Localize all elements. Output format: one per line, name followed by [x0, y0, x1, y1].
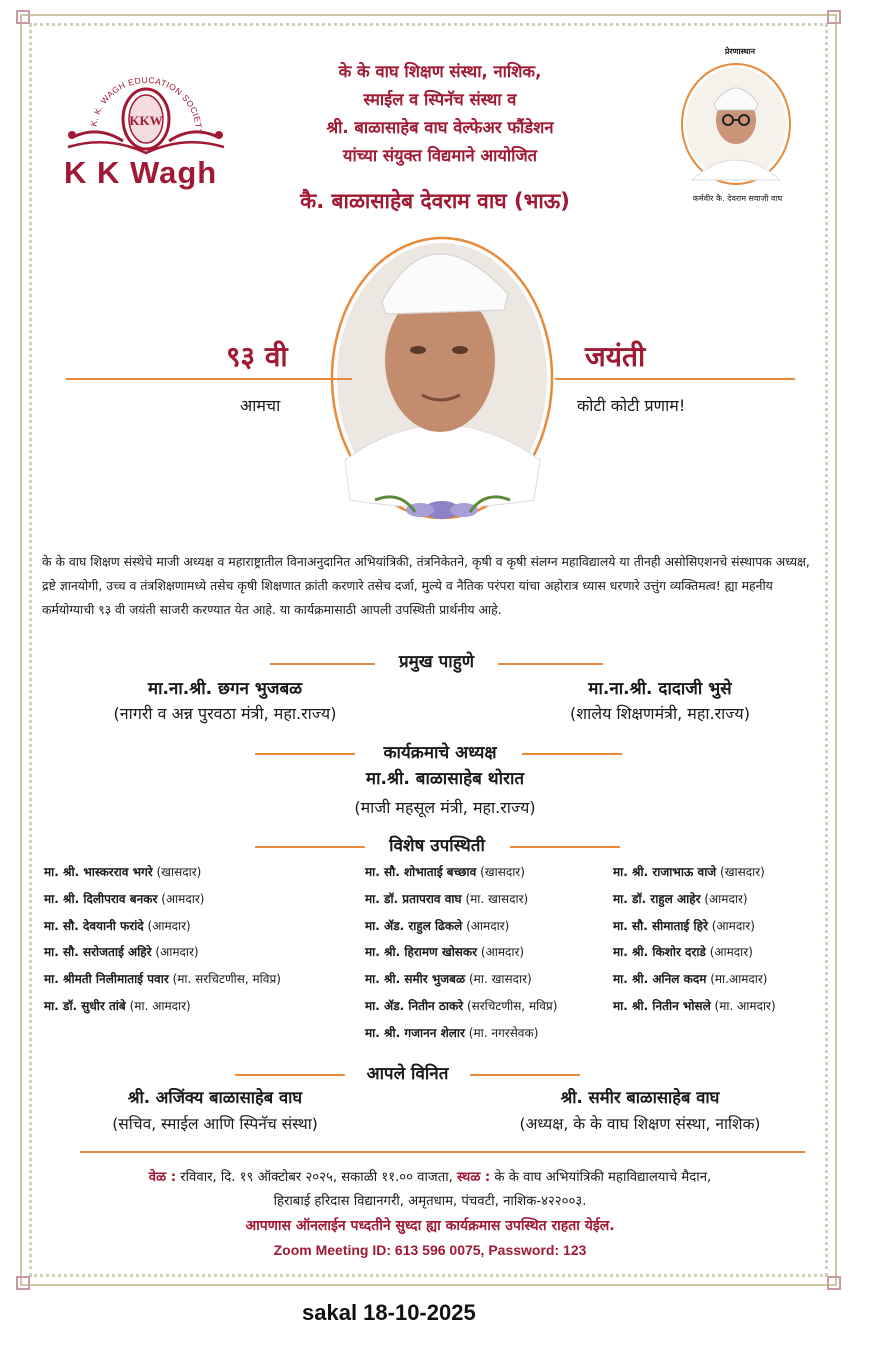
right-divider	[555, 378, 795, 380]
chief-guest-2	[505, 676, 815, 724]
corner-ornament	[16, 10, 30, 24]
guest-name: मा.ना.श्री. छगन भुजबळ	[147, 679, 303, 699]
special-guest: मा. श्री. किशोर दराडे (आमदार)	[613, 945, 753, 960]
section-divider	[498, 663, 603, 665]
kk-wagh-logo	[58, 55, 233, 200]
special-guest: मा. डॉ. राहुल आहेर (आमदार)	[613, 891, 748, 906]
address-line: हिराबाई हरिदास विद्यानगरी, अमृतधाम, पंचवटी, नाशिक-४२२००३.	[273, 1194, 587, 1209]
logo-monogram: KKW	[129, 113, 163, 128]
section-divider	[255, 753, 355, 755]
organizer-line: श्री. बाळासाहेब वाघ वेल्फेअर फौंडेशन	[326, 118, 554, 137]
special-guest: मा. श्री. अनिल कदम (मा.आमदार)	[613, 972, 768, 987]
event-details	[40, 1166, 820, 1262]
special-guest: मा. श्री. नितीन भोसले (मा. आमदार)	[613, 998, 776, 1013]
logo-emblem	[58, 55, 233, 165]
anniversary-sub-right: कोटी कोटी प्रणाम!	[577, 396, 686, 415]
special-heading: विशेष उपस्थिती	[389, 836, 485, 856]
logo-arc-text: K. K. WAGH EDUCATION SOCIETY	[88, 74, 205, 136]
inspiration-caption: कर्मवीर कै. देवराम सवाजी वाघ	[692, 194, 783, 203]
place-label: स्थळ :	[457, 1170, 491, 1185]
chief-guests-heading: प्रमुख पाहुणे	[398, 652, 475, 672]
online-note: आपणास ऑनलाईन पध्दतीने सुध्दा ह्या कार्यक्रमास उपस्थित राहता येईल.	[245, 1218, 615, 1234]
host-name: श्री. अजिंक्य बाळासाहेब वाघ	[127, 1088, 303, 1107]
zoom-details: Zoom Meeting ID: 613 596 0075, Password: 123	[273, 1242, 587, 1258]
special-guest: मा. श्री. राजाभाऊ वाजे (खासदार)	[613, 865, 765, 879]
special-guest: मा. डॉ. प्रतापराव वाघ (मा. खासदार)	[365, 891, 529, 906]
section-divider	[510, 846, 620, 848]
section-divider	[255, 846, 365, 848]
section-divider	[270, 663, 375, 665]
special-guest: मा. श्री. गजानन शेलार (मा. नगरसेवक)	[365, 1025, 539, 1040]
corner-ornament	[827, 10, 841, 24]
host-name: श्री. समीर बाळासाहेब वाघ	[560, 1088, 720, 1107]
time-place-line	[40, 1166, 820, 1190]
place-value: के के वाघ अभियांत्रिकी महाविद्यालयाचे मैदान,	[494, 1170, 712, 1185]
left-divider	[66, 378, 352, 380]
special-guest: मा. श्रीमती निलीमाताई पवार (मा. सरचिटणीस, मविप्र)	[44, 972, 281, 987]
section-divider	[235, 1074, 345, 1076]
inspiration-photo	[680, 62, 792, 187]
hosts-heading: आपले विनित	[366, 1064, 449, 1084]
host-role: (अध्यक्ष, के के वाघ शिक्षण संस्था, नाशिक)	[519, 1115, 761, 1133]
special-guest: मा. सौ. शोभाताई बच्छाव (खासदार)	[365, 865, 525, 879]
time-value: रविवार, दि. १९ ऑक्टोबर २०२५, सकाळी ११.०० वाजता,	[180, 1170, 453, 1185]
guest-role: (शालेय शिक्षणमंत्री, महा.राज्य)	[570, 704, 750, 723]
president-name: मा.श्री. बाळासाहेब थोरात	[365, 769, 525, 789]
source-caption: sakal 18-10-2025	[302, 1300, 476, 1325]
special-guest: मा. श्री. दिलीपराव बनकर (आमदार)	[44, 891, 205, 906]
section-divider	[522, 753, 622, 755]
host-2	[470, 1085, 810, 1134]
guest-name: मा.ना.श्री. दादाजी भुसे	[588, 679, 732, 699]
chief-guest-1	[70, 676, 380, 724]
organizer-line: स्माईल व स्पिनॅच संस्था व	[363, 90, 517, 109]
corner-ornament	[16, 1276, 30, 1290]
anniversary-word: जयंती	[585, 340, 646, 373]
guest-role: (नागरी व अन्न पुरवठा मंत्री, महा.राज्य)	[113, 704, 337, 723]
logo-wordmark: K K Wagh	[64, 155, 218, 190]
special-guest: मा. सौ. सरोजताई अहिरे (आमदार)	[44, 945, 199, 960]
president-heading: कार्यक्रमाचे अध्यक्ष	[383, 743, 497, 763]
organizer-line: यांच्या संयुक्त विद्यमाने आयोजित	[342, 146, 538, 165]
organizer-line: के के वाघ शिक्षण संस्था, नाशिक,	[338, 62, 542, 81]
honoree-name: कै. बाळासाहेब देवराम वाघ (भाऊ)	[300, 189, 570, 213]
host-1	[60, 1085, 370, 1134]
president-role: (माजी महसूल मंत्री, महा.राज्य)	[354, 798, 536, 817]
honoree-portrait	[320, 210, 565, 530]
special-column-2	[365, 859, 615, 1047]
host-role: (सचिव, स्माईल आणि स्पिनॅच संस्था)	[112, 1115, 318, 1133]
special-guest: मा. सौ. सीमाताई हिरे (आमदार)	[613, 918, 755, 933]
anniversary-sub-left: आमचा	[240, 396, 281, 415]
special-guest: मा. श्री. समीर भुजबळ (मा. खासदार)	[365, 972, 532, 987]
special-guest: मा. डॉ. सुधीर तांबे (मा. आमदार)	[44, 998, 191, 1013]
special-guest: मा. श्री. भास्करराव भगरे (खासदार)	[44, 865, 202, 879]
special-guest: मा. श्री. हिरामण खोसकर (आमदार)	[365, 945, 525, 960]
corner-ornament	[827, 1276, 841, 1290]
description-paragraph: के के वाघ शिक्षण संस्थेचे माजी अध्यक्ष व महाराष्ट्रातील विनाअनुदानित अभियांत्रिकी, तंत्रनिकेतने, कृषी व कृषी संलग्न महाविद्यालये या तीनही असोसिएशनचे संस्थापक अध्यक्ष, द्रष्टे ज्ञानयोगी, उच्च व तंत्रशिक्षणामध्ये तसेच कृषी शिक्षणात क्रांती करणारे तसेच दर्जा, मुल्ये व नैतिक परंपरा यांचा अहोरात्र ध्यास धरणारे उत्तुंग व्यक्तिमत्व! ह्या महनीय कर्मयोग्याची ९३ वी जयंती साजरी करण्यात येत आहे. या कार्यक्रमासाठी आपली उपस्थिती प्रार्थनीय आहे.	[42, 554, 810, 617]
anniversary-number: ९३ वी	[226, 340, 288, 373]
special-column-1	[44, 859, 364, 1020]
special-guest: मा. ॲड. नितीन ठाकरे (सरचिटणीस, मविप्र)	[365, 998, 558, 1013]
special-column-3	[613, 859, 823, 1020]
section-divider	[470, 1074, 580, 1076]
inspiration-label: प्रेरणास्थान	[724, 47, 756, 56]
footer-divider	[80, 1151, 805, 1153]
special-guest: मा. सौ. देवयानी फरांदे (आमदार)	[44, 918, 191, 933]
time-label: वेळ :	[148, 1170, 177, 1185]
organizers-block	[245, 58, 635, 170]
special-guest: मा. ॲड. राहुल ढिकले (आमदार)	[365, 918, 510, 933]
